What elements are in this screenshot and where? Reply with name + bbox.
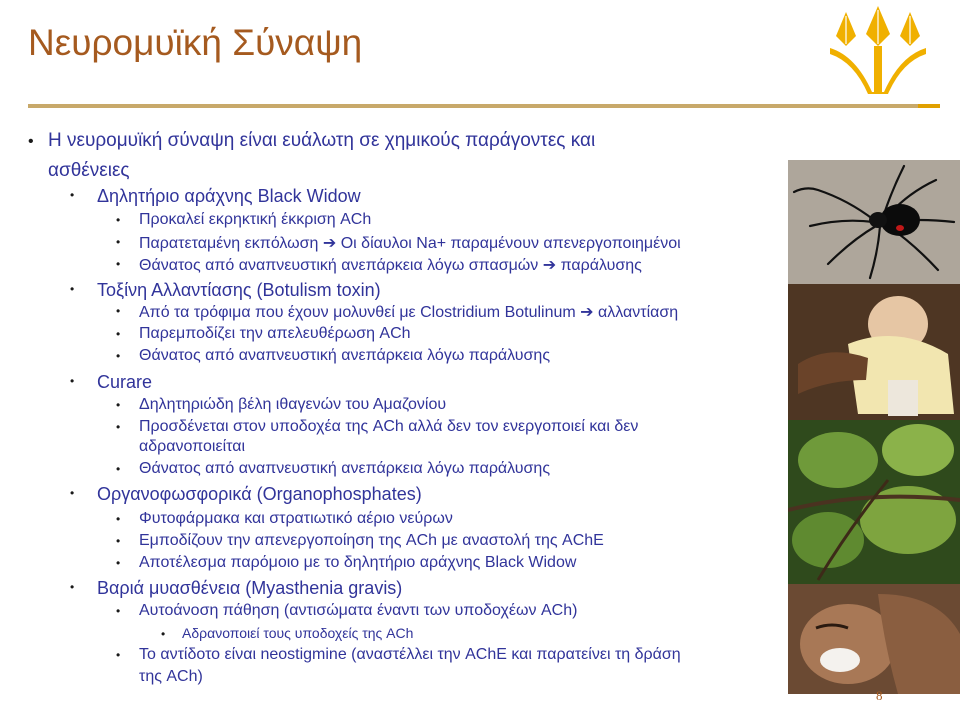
list-item-level-2: Τοξίνη Αλλαντίασης (Botulism toxin) xyxy=(97,280,381,300)
list-item-level-3: Προσδένεται στον υποδοχέα της ACh αλλά δεν τον ενεργοποιεί και δεν xyxy=(139,418,639,435)
list-item-level-3: Θάνατος από αναπνευστική ανεπάρκεια λόγω παράλυσης xyxy=(139,347,551,364)
list-item-level-3: Θάνατος από αναπνευστική ανεπάρκεια λόγω παράλυσης xyxy=(139,460,551,477)
list-item-level-3: Εμποδίζουν την απενεργοποίηση της ACh με αναστολή της AChE xyxy=(139,532,604,549)
bullet-icon: • xyxy=(116,462,121,476)
list-item-level-3: της ACh) xyxy=(139,668,203,685)
list-item-level-3: Προκαλεί εκρηκτική έκκριση ACh xyxy=(139,211,372,228)
bullet-icon: • xyxy=(28,133,34,150)
bullet-icon: • xyxy=(116,398,121,412)
bullet-icon: • xyxy=(116,604,121,618)
bullet-icon: • xyxy=(116,213,121,227)
black-widow-spider-photo xyxy=(788,160,960,284)
list-item-level-3: Παρεμποδίζει την απελευθέρωση ACh xyxy=(139,325,411,342)
list-item-level-2: Βαριά μυασθένεια (Myasthenia gravis) xyxy=(97,578,403,598)
list-item-level-3: Θάνατος από αναπνευστική ανεπάρκεια λόγω σπασμών ➔ παράλυσης xyxy=(139,257,642,274)
bullet-icon: • xyxy=(116,420,121,434)
list-item-level-1: Η νευρομυϊκή σύναψη είναι ευάλωτη σε χημικούς παράγοντες και xyxy=(48,130,596,151)
bullet-icon: • xyxy=(116,512,121,526)
list-item-level-2: Curare xyxy=(97,372,153,392)
bullet-icon: • xyxy=(116,235,121,249)
curare-plant-photo xyxy=(788,420,960,584)
slide-title: Νευρομυϊκή Σύναψη xyxy=(28,22,363,63)
bullet-icon: • xyxy=(116,304,121,318)
title-divider xyxy=(28,104,940,108)
list-item-level-3: Από τα τρόφιμα που έχουν μολυνθεί με Clostridium Botulinum ➔ αλλαντίαση xyxy=(139,304,679,321)
bullet-icon: • xyxy=(161,627,166,641)
bullet-icon: • xyxy=(116,534,121,548)
bullet-icon: • xyxy=(116,327,121,341)
bullet-icon: • xyxy=(70,188,75,202)
list-item-level-3: Δηλητηριώδη βέλη ιθαγενών του Αμαζονίου xyxy=(139,396,447,413)
bullet-icon: • xyxy=(116,556,121,570)
bullet-icon: • xyxy=(116,349,121,363)
bullet-icon: • xyxy=(70,374,75,388)
list-item-level-3: Αυτοάνοση πάθηση (αντισώματα έναντι των υποδοχέων ACh) xyxy=(139,602,578,619)
myasthenia-patient-photo xyxy=(788,584,960,694)
list-item-level-2: Οργανοφωσφορικά (Organophosphates) xyxy=(97,484,422,504)
infant-botulism-photo xyxy=(788,284,960,420)
list-item-level-3: Το αντίδοτο είναι neostigmine (αναστέλλει την AChE και παρατείνει τη δράση xyxy=(139,646,681,663)
bullet-icon: • xyxy=(70,486,75,500)
list-item-level-2: Δηλητήριο αράχνης Black Widow xyxy=(97,186,361,206)
list-item-level-3: Αποτέλεσμα παρόμοιο με το δηλητήριο αράχνης Black Widow xyxy=(139,554,577,571)
title-divider-accent xyxy=(918,104,940,108)
bullet-icon: • xyxy=(116,648,121,662)
list-item-level-4: Αδρανοποιεί τους υποδοχείς της ACh xyxy=(182,625,414,641)
list-item-level-3: Φυτοφάρμακα και στρατιωτικό αέριο νεύρων xyxy=(139,510,453,527)
list-item-level-3: Παρατεταμένη εκπόλωση ➔ Οι δίαυλοι Na+ παραμένουν απενεργοποιημένοι xyxy=(139,235,681,252)
university-logo-icon xyxy=(826,6,930,94)
bullet-icon: • xyxy=(70,580,75,594)
bullet-icon: • xyxy=(116,257,121,271)
page-number: 8 xyxy=(876,688,883,703)
list-item-level-3: αδρανοποιείται xyxy=(139,438,246,455)
list-item-level-1: ασθένειες xyxy=(48,160,130,181)
bullet-icon: • xyxy=(70,282,75,296)
